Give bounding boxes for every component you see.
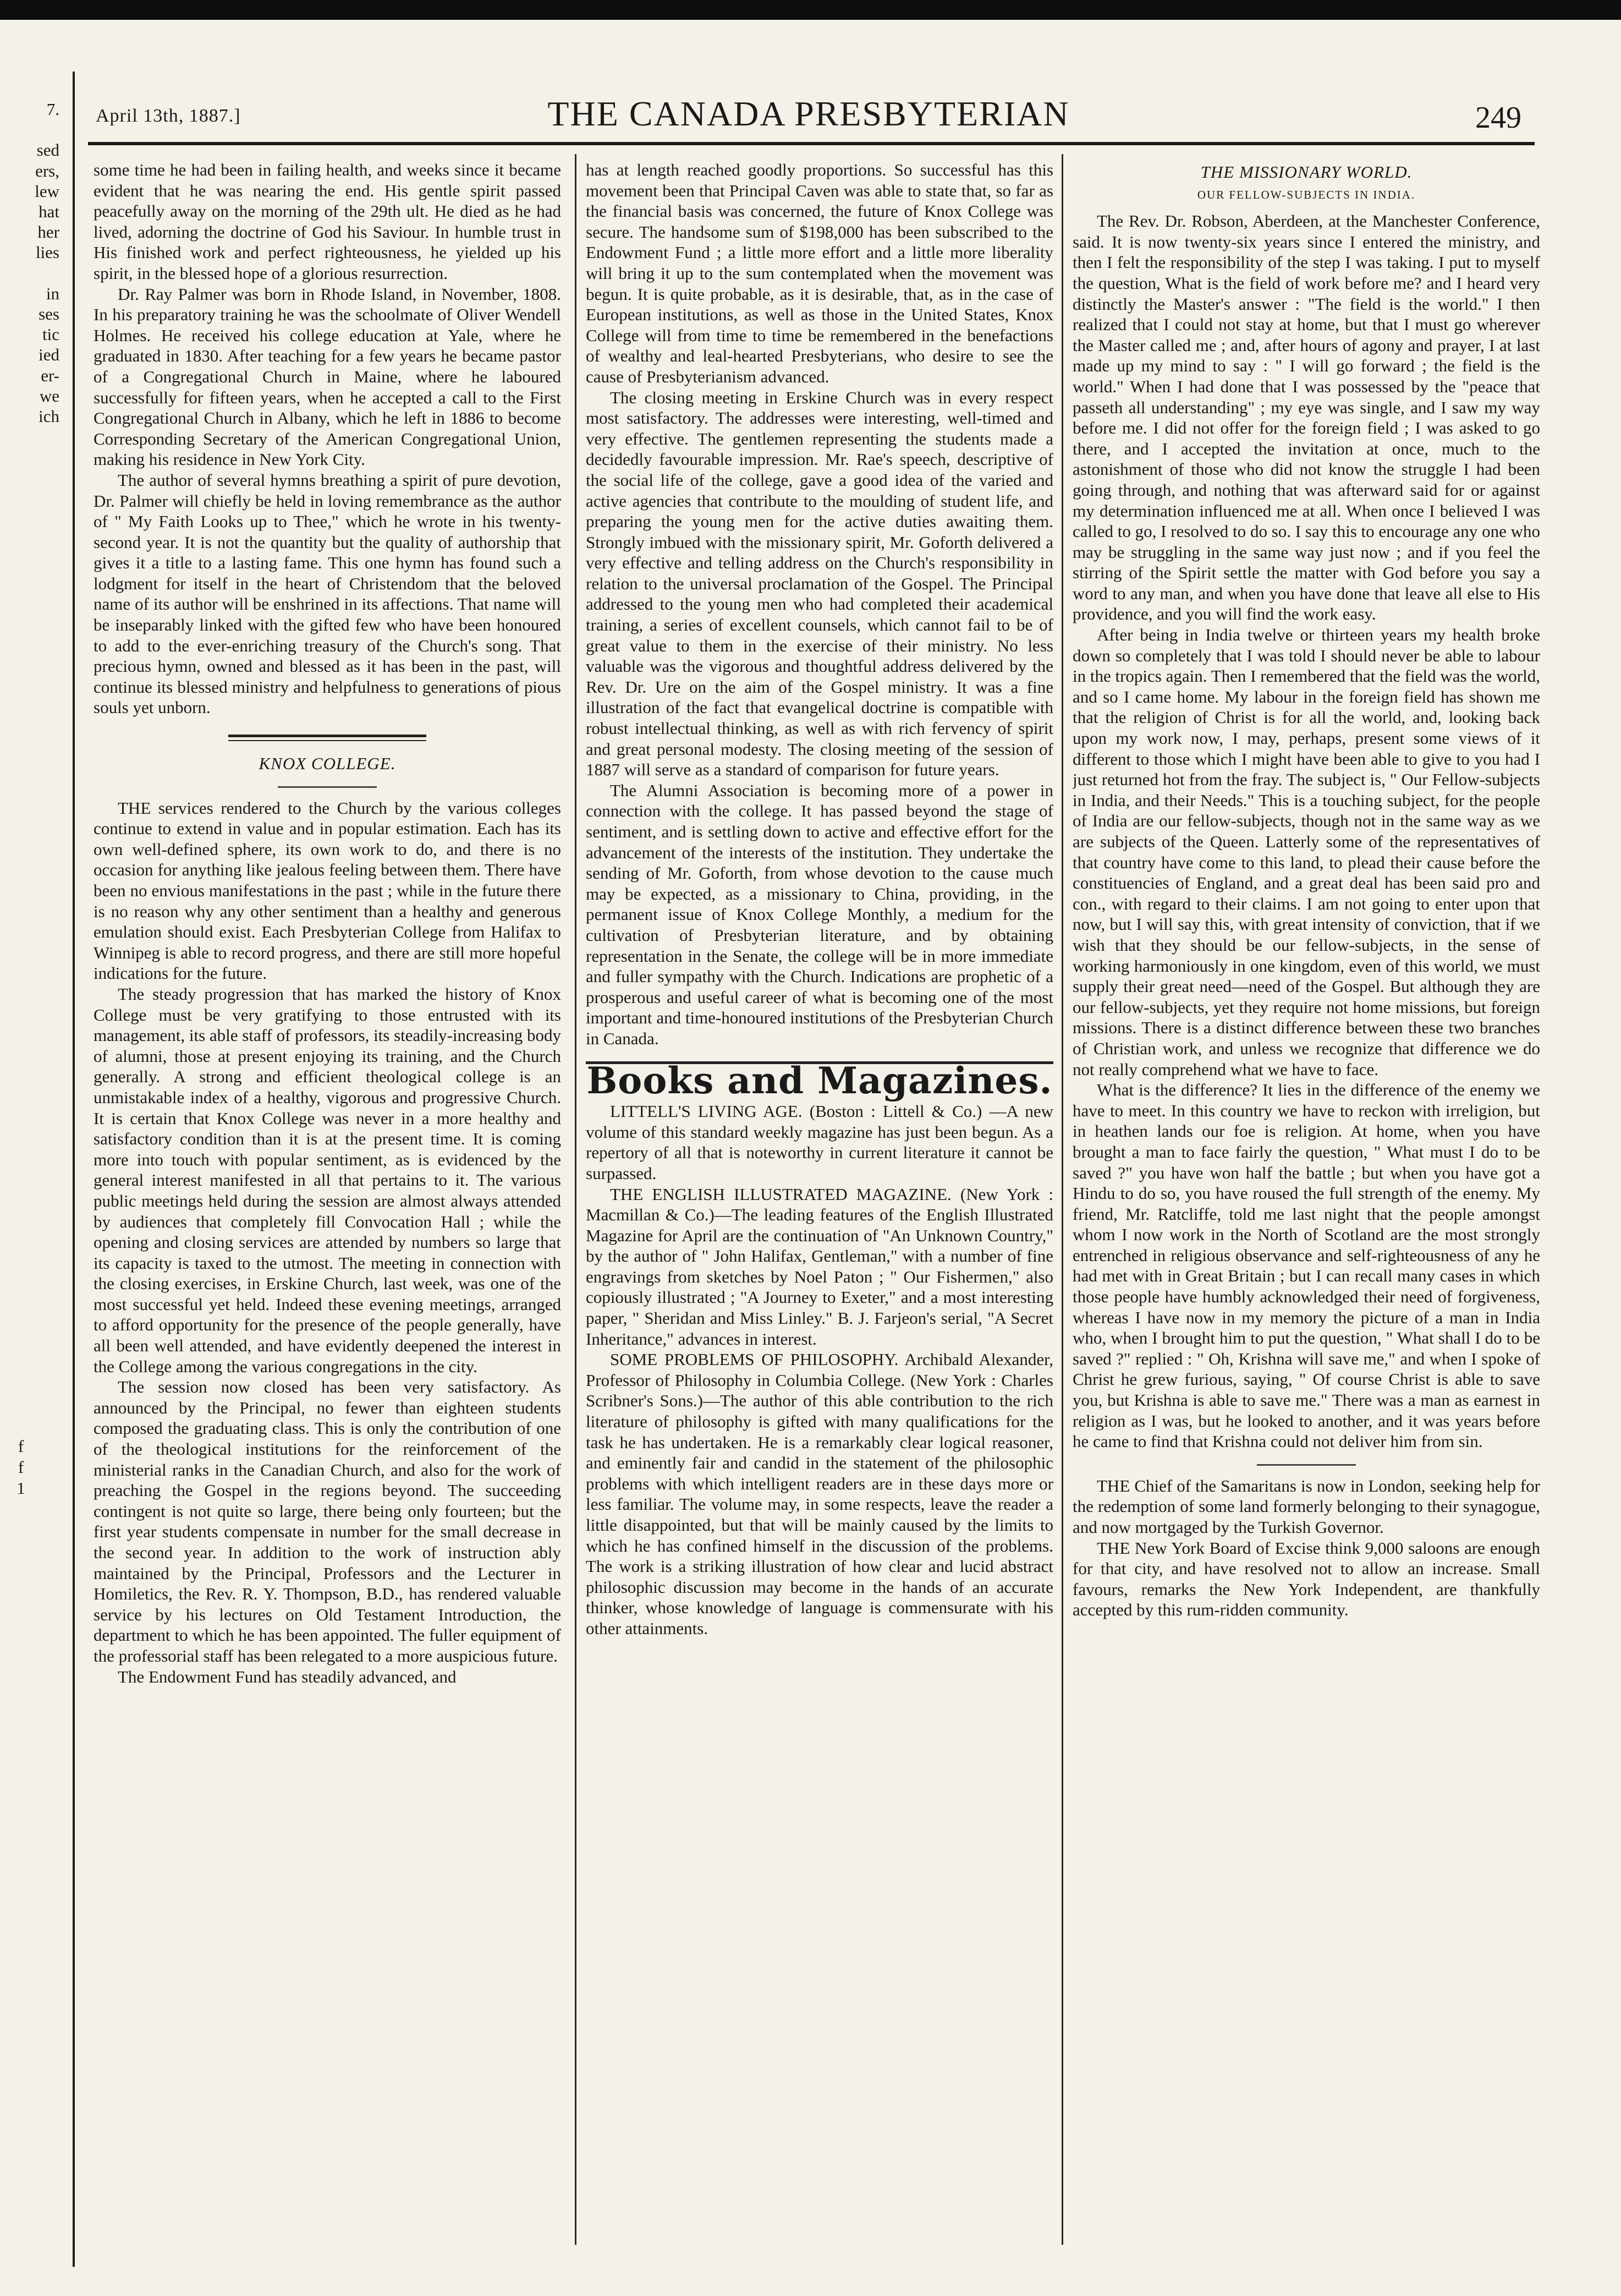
header-rule xyxy=(88,142,1535,145)
page-header xyxy=(88,83,1529,143)
books-and-magazines-heading: Books and Magazines. xyxy=(586,1059,1053,1102)
excise-paragraph: THE New York Board of Excise think 9,000 saloons are enough for that city, and have resolved not to allow an increase. Small favours, remarks the New York Independent, are thankfully accepted by this rum-ridden community. xyxy=(1073,1538,1540,1620)
adjacent-page-fragments: 7. sed ers, lew hat her lies in ses tic ied er- we ich xyxy=(35,100,59,426)
top-edge-bar xyxy=(0,0,1621,20)
obituary-paragraph-1: some time he had been in failing health, and weeks since it became evident that he was nearing the end. His gentle spirit passed peacefully away on the morning of the 29th ult. He died as he had lived, adorning the doctrine of God his Saviour. In humble trust in His finished work and perfect righteousness, he yielded up his spirit, in the blessed hope of a glorious resurrection. xyxy=(94,160,561,283)
knox-paragraph-4: The Endowment Fund has steadily advanced, and xyxy=(118,1667,457,1686)
section-divider xyxy=(1257,1464,1356,1466)
alumni-paragraph: The Alumni Association is becoming more of a power in connection with the college. It has passed beyond the stage of sentiment, and is settling down to active and effective effort for the advancement of the interests of the institution. They undertake the sending of Mr. Goforth, from whose devotion to the cause much may be expected, as a missionary to China, providing, in the permanent issue of Knox College Monthly, a medium for the cultivation of Presbyterian literature, and by obtaining representation in the Senate, the college will be in more immediate and fuller sympathy with the Church. Indications are prophetic of a prosperous and useful career of what is becoming one of the most important and time-honoured institutions of the Presbyterian Church in Canada. xyxy=(586,780,1053,1048)
missionary-paragraph-1: The Rev. Dr. Robson, Aberdeen, at the Manchester Conference, said. It is now twenty-six years since I entered the ministry, and then I felt the responsibility of the step I was taking. I put to myself the question, What is the field of work before me? and I heard very distinctly the Master's answer : "The field is the world." I then realized that I could not stay at home, but that I must go wherever the Master called me ; and, after hours of agony and prayer, I at last made up my mind to say : " I will go forward ; the field is the world." When I had done that I was possessed by the "peace that passeth all understanding" ; my eye was single, and I saw my way before me. I did not offer for the foreign field ; I was asked to go there, and I accepted the invitation at once, much to the astonishment of those who did not know the struggle I had been going through, and nothing that was afterward said for or against my determination influenced me at all. When once I believed I was called to go, I resolved to do so. I say this to encourage any one who may be struggling in the same way just now ; and if you feel the stirring of the Spirit settle the matter with God before you say a word to any man, and when you have done that leave all else to His providence, and you will find the work easy. xyxy=(1073,211,1540,624)
column-2 xyxy=(586,160,1053,2256)
column-rule-1 xyxy=(575,154,576,2245)
knox-paragraph-2: The steady progression that has marked the history of Knox College must be very gratifying to those entrusted with its management, its able staff of professors, its steadily-increasing body of alumni, those at present enjoying its training, and the Church generally. A strong and efficient theological college is an unmistakable index of a healthy, vigorous and progressive Church. It is certain that Knox College was never in a more healthy and satisfactory condition than it is at the present time. It is coming more into touch with popular sentiment, as is evidenced by the general interest manifested in all that pertains to it. The various public meetings held during the session are almost always attended by audiences that completely fill Convocation Hall ; while the opening and closing services are attended by numbers so large that its capacity is taxed to the utmost. The meeting in connection with the closing exercises, in Erskine Church, last week, was one of the most successful yet held. Indeed these evening meetings, arranged to afford opportunity for the presence of the people generally, have all been well attended, and have evidently deepened the interest in the College among the various congregations in the city. xyxy=(94,984,561,1376)
review-philosophy: SOME PROBLEMS OF PHILOSOPHY. Archibald Alexander, Professor of Philosophy in Columbia College. (New York : Charles Scribner's Sons.)—The author of this able contribution to the rich literature of philosophy is gifted with many qualifications for the task he has undertaken. He is a remarkably clear logical reasoner, and eminently fair and candid in the statement of the philosophic problems with which intelligent readers are in these days more or less familiar. The volume may, in some respects, leave the reader a little disappointed, but that will be mainly caused by the limits to which he has confined himself in the discussion of the problems. The work is a striking illustration of how clear and lucid abstract philosophic discussion may become in the hands of an accurate thinker, whose knowledge of language is commensurate with his other attainments. xyxy=(586,1350,1053,1638)
knox-paragraph-3: The session now closed has been very satisfactory. As announced by the Principal, no fewer than eighteen students composed the graduating class. This is only the contribution of one of the theological institutions for the reinforcement of the ministerial ranks in the Canadian Church, and also for the work of preaching the Gospel in the regions beyond. The succeeding contingent is not quite so large, there being only fourteen; but the first year students compensate in number for the small decrease in the second year. In addition to the work of instruction ably maintained by the Principal, Professors and the Lecturer in Homiletics, the Rev. R. Y. Thompson, B.D., has rendered valuable service by his lectures on Old Testament Introduction, the department to which he has been appointed. The fuller equipment of the professorial staff has been relegated to a more auspicious future. xyxy=(94,1377,561,1665)
review-littells: LITTELL'S LIVING AGE. (Boston : Littell & Co.) —A new volume of this standard weekly magazine has just been begun. As a repertory of all that is noteworthy in current literature it cannot be surpassed. xyxy=(586,1102,1053,1183)
column-1 xyxy=(94,160,561,2256)
page-number: 249 xyxy=(1475,101,1521,135)
binding-rule xyxy=(73,72,75,2267)
knox-paragraph-1: THE services rendered to the Church by the various colleges continue to extend in value and in popular estimation. Each has its own well-defined sphere, its own work to do, and there is no occasion for anything like jealous feeling between them. There have been no envious manifestations in the past ; while in the future there is no reason why any other sentiment than a healthy and generous emulation should exist. Each Presbyterian College from Halifax to Winnipeg is able to record progress, and there are still more hopeful indications for the future. xyxy=(94,798,561,983)
obituary-paragraph-2: Dr. Ray Palmer was born in Rhode Island, in November, 1808. In his preparatory training he was the schoolmate of Oliver Wendell Holmes. He received his college education at Yale, where he graduated in 1830. After teaching for a few years he became pastor of a Congregational Church in Maine, where he laboured successfully for fifteen years, when he accepted a call to the First Congregational Church in Albany, which he left in 1886 to become Corresponding Secretary of the American Congregational Union, making his residence in New York City. xyxy=(94,284,561,469)
adjacent-page-fragments-lower: f f 1 xyxy=(17,1437,25,1498)
section-divider xyxy=(228,735,426,741)
india-subheading: OUR FELLOW-SUBJECTS IN INDIA. xyxy=(1197,188,1416,201)
column-3 xyxy=(1073,160,1540,2256)
knox-paragraph-5: has at length reached goodly proportions. So successful has this movement been that Principal Caven was able to state that, so far as the financial basis was concerned, the future of Knox College was secure. The handsome sum of $198,000 has been subscribed to the Endowment Fund ; a little more effort and a little more liberality will bring it up to the sum contemplated when the movement was begun. It is quite probable, as it is desirable, that, as in the case of European institutions, as well as those in the United States, Knox College will from time to time be remembered in the benefactions of wealthy and leal-hearted Presbyterians, who desire to see the cause of Presbyterianism advanced. xyxy=(586,160,1053,386)
column-rule-2 xyxy=(1062,154,1063,2245)
missionary-paragraph-2: After being in India twelve or thirteen years my health broke down so completely that I was told I should never be able to labour in the tropics again. Then I remembered that the field was the world, and so I came home. My labour in the foreign field has shown me that the religion of Christ is for all the world, and, looking back upon my work now, I may, perhaps, present some views of it different to those which I might have been able to give to you had I just returned hot from the fray. The subject is, " Our Fellow-subjects in India, and their Needs." This is a touching subject, for the people of India are our fellow-subjects, though not in the same way as we are subjects of the Queen. Latterly some of the representatives of that country have come to this land, to plead their cause before the constituencies of England, and a great deal has been said pro and con., with regard to their claims. I am not going to enter upon that now, but I will say this, with great intensity of conviction, that if we wish that they should be our fellow-subjects, in the sense of working harmoniously in one kingdom, even of this world, we must supply their great need—need of the Gospel. But although they are our fellow-subjects, yet they require not home missions, but foreign missions. There is a distinct difference between these two branches of Christian work, and unless we recognize that difference we do not really comprehend what we have to face. xyxy=(1073,625,1540,1079)
heading-rule xyxy=(278,786,377,788)
knox-college-heading: KNOX COLLEGE. xyxy=(259,754,396,774)
missionary-paragraph-3: What is the difference? It lies in the difference of the enemy we have to meet. In this country we have to reckon with irreligion, but in heathen lands our foe is religion. At home, when you have brought a man to face fairly the question, " What must I do to be saved ?" you have won half the battle ; but when you have got a Hindu to do so, you have roused the full strength of the enemy. My friend, Mr. Ratcliffe, told me last night that the people amongst whom I now work in the North of Scotland are the most strongly entrenched in religious observance and self-righteousness of any he had met with in Great Britain ; but I can recall many cases in which those people have humbly acknowledged their need of forgiveness, whereas I have now in my memory the picture of a man in India who, when I brought him to put the question, " What shall I do to be saved ?" replied : " Oh, Krishna will save me," and when I spoke of Christ he grew furious, saying, " Of course Christ is able to save you, but Krishna is able to save me." There was a man as earnest in religion as I was, but he looked to another, and it was years before he came to find that Krishna could not deliver him from sin. xyxy=(1073,1080,1540,1451)
samaritans-paragraph: THE Chief of the Samaritans is now in London, seeking help for the redemption of some land formerly belonging to their synagogue, and now mortgaged by the Turkish Governor. xyxy=(1073,1476,1540,1537)
missionary-world-heading: THE MISSIONARY WORLD. xyxy=(1200,162,1413,182)
issue-date: April 13th, 1887.] xyxy=(96,106,241,126)
review-english-illustrated: THE ENGLISH ILLUSTRATED MAGAZINE. (New York : Macmillan & Co.)—The leading features of the English Illustrated Magazine for April are the continuation of "An Unknown Country," by the author of " John Halifax, Gentleman," with a number of fine engravings from sketches by Noel Paton ; " Our Fishermen," also copiously illustrated ; "A Journey to Exeter," and a most interesting paper, " Sheridan and Miss Linley." B. J. Farjeon's serial, "A Secret Inheritance," advances in interest. xyxy=(586,1184,1053,1349)
obituary-paragraph-3: The author of several hymns breathing a spirit of pure devotion, Dr. Palmer will chiefly be held in loving remembrance as the author of " My Faith Looks up to Thee," which he wrote in his twenty-second year. It is not the quantity but the quality of authorship that gives it a title to a lasting fame. This one hymn has found such a lodgment for itself in the heart of Christendom that the beloved name of its author will be enshrined in its affections. That name will be inseparably linked with the gifted few who have been honoured to add to the ever-enriching treasury of the Church's song. That precious hymn, owned and blessed as it has been in the past, will continue its blessed ministry and helpfulness to generations of pious souls yet unborn. xyxy=(94,470,561,717)
closing-meeting-paragraph: The closing meeting in Erskine Church was in every respect most satisfactory. The addresses were interesting, well-timed and very effective. The gentlemen representing the students made a decidedly favourable impression. Mr. Rae's speech, descriptive of the social life of the college, gave a good idea of the varied and active agencies that contribute to the moulding of student life, and preparing the young men for the active duties awaiting them. Strongly imbued with the missionary spirit, Mr. Goforth delivered a very effective and telling address on the Church's responsibility in relation to the universal proclamation of the Gospel. The Principal addressed to the young men who had completed their academical training, a series of excellent counsels, which cannot fail to be of great value to them in the exercise of their ministry. No less valuable was the vigorous and thoughtful address delivered by the Rev. Dr. Ure on the aim of the Gospel ministry. It was a fine illustration of the fact that evangelical doctrine is compatible with robust intellectual thinking, as well as with rich fervency of spirit and great personal modesty. The closing meeting of the session of 1887 will serve as a standard of comparison for future years. xyxy=(586,387,1053,780)
newspaper-title: THE CANADA PRESBYTERIAN xyxy=(547,94,1070,133)
